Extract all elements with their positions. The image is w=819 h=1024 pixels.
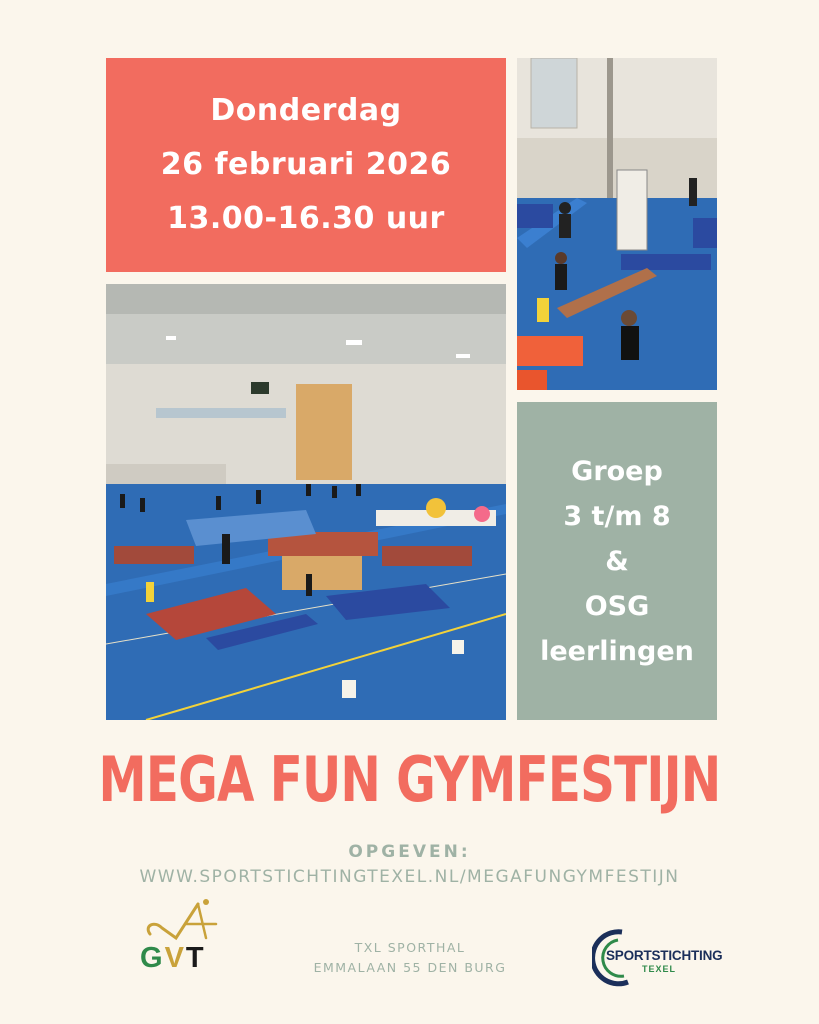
event-day: Donderdag (210, 93, 402, 128)
group-line-2: 3 t/m 8 (563, 500, 671, 532)
gvt-logo-letters: GVT (140, 942, 206, 974)
group-line-5: leerlingen (540, 635, 694, 667)
signup-label: OPGEVEN: (348, 842, 471, 862)
gym-photo-small (517, 58, 717, 390)
event-date-box (106, 58, 506, 272)
sportstichting-logo-name: SPORTSTICHTING (606, 948, 723, 963)
venue-street: EMMALAAN 55 DEN BURG (313, 960, 507, 975)
group-line-4: OSG (584, 590, 650, 622)
signup-url-link[interactable]: WWW.SPORTSTICHTINGTEXEL.NL/MEGAFUNGYMFESTIJN (139, 867, 680, 887)
sportstichting-logo-sub: TEXEL (642, 964, 677, 974)
gym-photo-large (106, 284, 506, 720)
sportstichting-logo (592, 928, 742, 990)
group-line-1: Groep (571, 455, 663, 487)
target-group-box (517, 402, 717, 720)
venue-address (300, 938, 520, 978)
event-date: 26 februari 2026 (160, 147, 452, 182)
group-line-3: & (605, 545, 629, 577)
gvt-logo (136, 898, 226, 982)
event-time: 13.00-16.30 uur (167, 201, 445, 236)
event-title: MEGA FUN GYMFESTIJN (98, 743, 721, 816)
venue-name: TXL SPORTHAL (354, 940, 466, 955)
